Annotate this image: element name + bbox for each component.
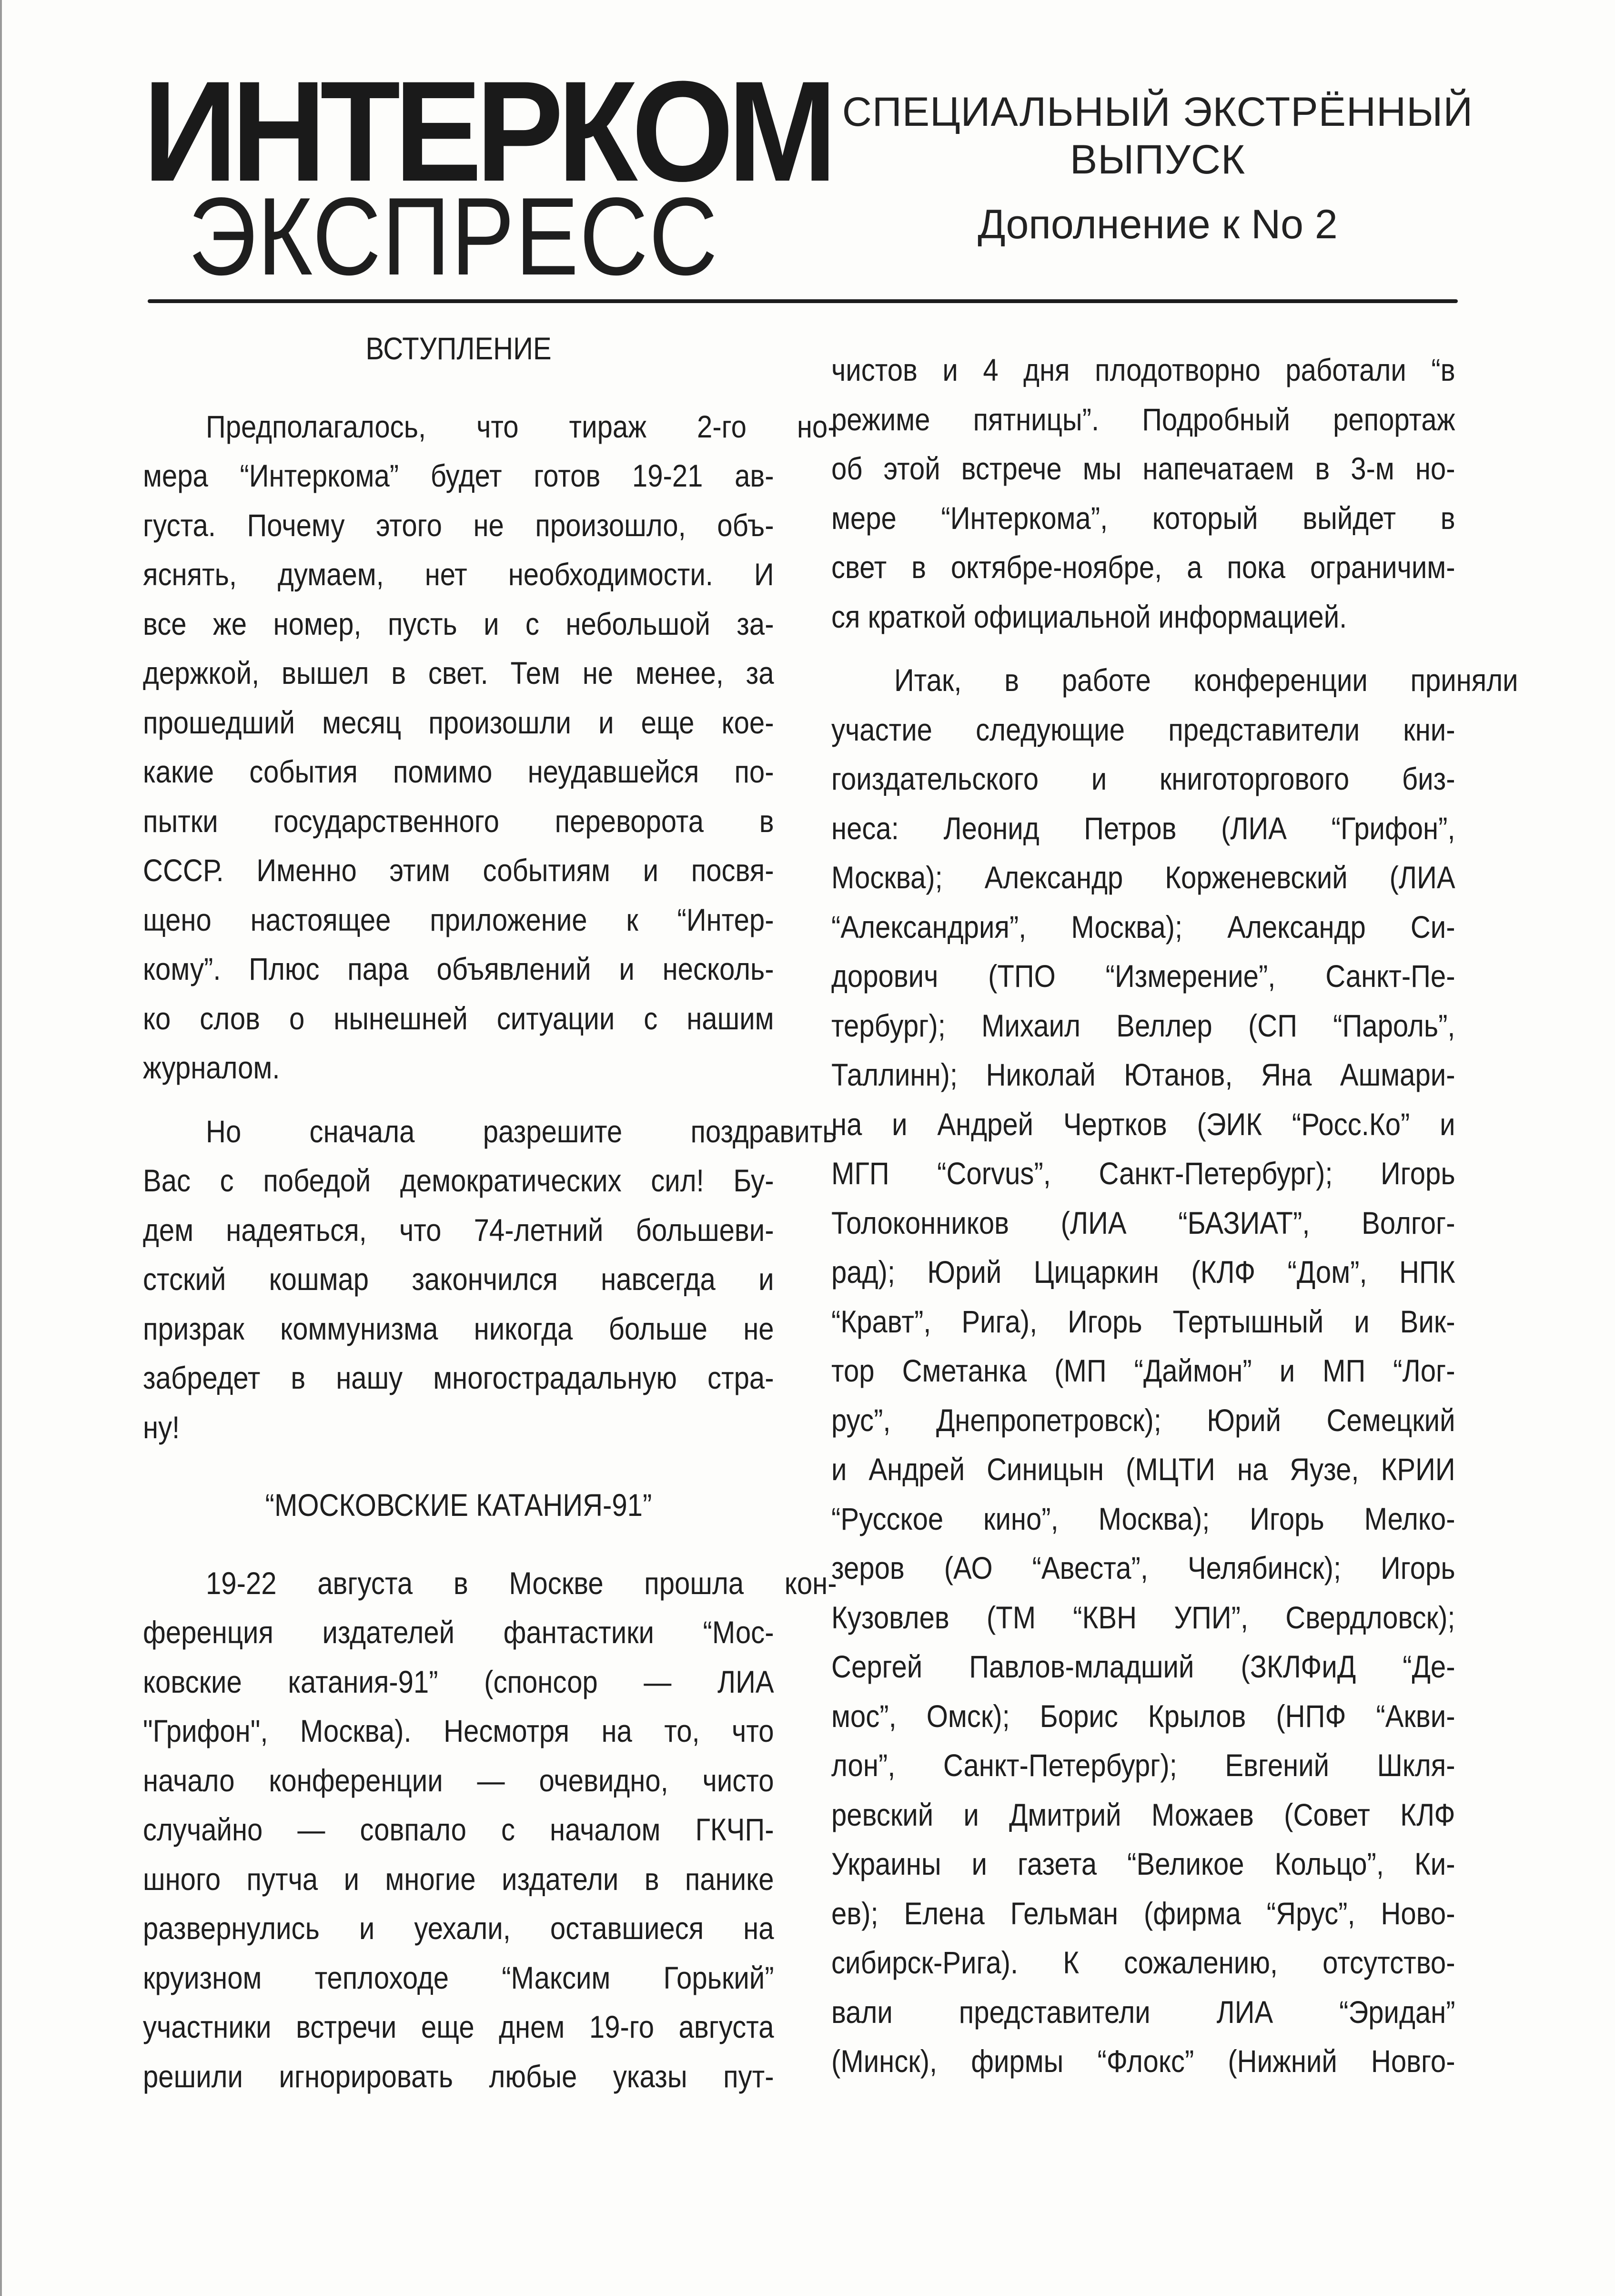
section-heading-intro: ВСТУПЛЕНИЕ [365,331,552,366]
left-column [143,324,837,2101]
spacer [143,374,774,402]
spacer [143,1452,774,1481]
text-line: рад); Юрий Цицаркин (КЛФ “Дом”, НПК [831,1254,1455,1290]
logo-title: ИНТЕРКОМ [143,51,831,211]
text-line: какие события помимо неудавшейся по- [143,754,774,789]
text-line: ев); Елена Гельман (фирма “Ярус”, Ново- [831,1895,1455,1931]
text-line: мос”, Омск); Борис Крылов (НПФ “Акви- [831,1698,1455,1734]
text-line: развернулись и уехали, оставшиеся на [143,1910,774,1946]
text-line: “Кравт”, Рига), Игорь Тертышный и Вик- [831,1303,1455,1339]
text-line: Кузовлев (ТМ “КВН УПИ”, Свердловск); [831,1599,1455,1635]
text-line: СССР. Именно этим событиям и посвя- [143,853,774,888]
text-line: рус”, Днепропетровск); Юрий Семецкий [831,1402,1455,1438]
text-line: ну! [143,1409,180,1445]
text-line: неса: Леонид Петров (ЛИА “Грифон”, [831,810,1455,846]
text-line: стский кошмар закончился навсегда и [143,1261,774,1297]
text-line: Москва); Александр Корженевский (ЛИА [831,860,1455,895]
text-line: ревский и Дмитрий Можаев (Совет КЛФ [831,1797,1455,1832]
text-line: тербург); Михаил Веллер (СП “Пароль”, [831,1007,1455,1043]
text-line: ференция издателей фантастики “Мос- [143,1615,774,1650]
masthead-divider [148,299,1458,303]
text-line: об этой встрече мы напечатаем в 3-м но- [831,451,1455,486]
issue-type-line2: ВЫПУСК [1070,137,1246,183]
spacer [143,1093,774,1107]
text-line: щено настоящее приложение к “Интер- [143,902,774,937]
text-line: вали представители ЛИА “Эридан” [831,1994,1455,2030]
text-line: участники встречи еще днем 19-го августа [143,2009,774,2044]
spacer [143,1530,774,1559]
text-line: Таллинн); Николай Ютанов, Яна Ашмари- [831,1057,1455,1092]
moscow-paragraph-1 [143,1559,837,2102]
spacer [831,641,1455,656]
text-line: пытки государственного переворота в [143,803,774,839]
text-line: сибирск-Рига). К сожалению, отсутство- [831,1945,1455,1980]
text-line: (Минск), фирмы “Флокс” (Нижний Новго- [831,2043,1455,2079]
text-line: ся краткой официальной информацией. [831,599,1347,634]
intro-paragraph-1 [143,402,837,1093]
text-line: круизном теплоходе “Максим Горький” [143,1960,774,1995]
text-line: тор Сметанка (МП “Даймон” и МП “Лог- [831,1353,1455,1388]
text-line: "Грифон", Москва). Несмотря на то, что [143,1713,774,1748]
text-line: шного путча и многие издатели в панике [143,1861,774,1897]
text-line: дем надеяться, что 74-летний большеви- [143,1212,774,1248]
text-line: ко слов о нынешней ситуации с нашим [143,1000,774,1036]
text-line: зеров (АО “Авеста”, Челябинск); Игорь [831,1550,1455,1585]
text-line: Вас с победой демократических сил! Бу- [143,1163,774,1198]
text-line: “Русское кино”, Москва); Игорь Мелко- [831,1501,1455,1536]
text-line: гоиздательского и книготоргового биз- [831,761,1455,796]
issue-type-line1: СПЕЦИАЛЬНЫЙ ЭКСТРЁННЫЙ [842,89,1474,135]
text-line: забредет в нашу многострадальную стра- [143,1360,774,1395]
text-line: чистов и 4 дня плодотворно работали “в [831,352,1455,387]
right-paragraph-2 [831,656,1518,2086]
text-line: держкой, вышел в свет. Тем не менее, за [143,655,774,691]
text-line: Толоконников (ЛИА “БАЗИАТ”, Волгог- [831,1205,1455,1240]
supplement-label: Дополнение к No 2 [978,202,1338,247]
text-line: лон”, Санкт-Петербург); Евгений Шкля- [831,1747,1455,1783]
page-edge [0,0,2,2296]
text-line: Итак, в работе конференции приняли [894,662,1518,698]
text-line: дорович (ТПО “Измерение”, Санкт-Пе- [831,958,1455,994]
text-line: Предполагалось, что тираж 2-го но- [206,408,837,444]
text-line: ковские катания-91” (спонсор — ЛИА [143,1664,774,1699]
text-line: участие следующие представители кни- [831,711,1455,747]
text-line: яснять, думаем, нет необходимости. И [143,557,774,592]
text-line: начало конференции — очевидно, чисто [143,1762,774,1798]
text-line: свет в октябре-ноябре, а пока ограничим- [831,549,1455,585]
text-line: МГП “Corvus”, Санкт-Петербург); Игорь [831,1156,1455,1191]
text-line: прошедший месяц произошли и еще кое- [143,704,774,740]
text-line: густа. Почему этого не произошло, объ- [143,507,774,543]
text-line: мера “Интеркома” будет готов 19-21 ав- [143,458,774,493]
text-line: случайно — совпало с началом ГКЧП- [143,1812,774,1847]
text-line: на и Андрей Чертков (ЭИК “Росс.Ко” и [831,1106,1455,1142]
text-line: Сергей Павлов-младший (ЗКЛФиД “Де- [831,1649,1455,1684]
text-line: призрак коммунизма никогда больше не [143,1311,774,1346]
text-line: режиме пятницы”. Подробный репортаж [831,401,1455,437]
text-line: Но сначала разрешите поздравить [206,1113,837,1149]
text-line: 19-22 августа в Москве прошла кон- [206,1565,837,1601]
masthead [0,0,1615,315]
intro-paragraph-2 [143,1107,837,1453]
logo-subtitle: ЭКСПРЕСС [188,175,718,298]
text-line: журналом. [143,1050,280,1085]
section-heading-moscow: “МОСКОВСКИЕ КАТАНИЯ-91” [265,1487,652,1523]
right-column [831,345,1518,2086]
text-line: все же номер, пусть и с небольшой за- [143,606,774,641]
text-line: “Александрия”, Москва); Александр Си- [831,909,1455,945]
text-line: Украины и газета “Великое Кольцо”, Ки- [831,1846,1455,1881]
issue-info [810,88,1505,248]
text-line: решили игнорировать любые указы пут- [143,2058,774,2094]
text-line: кому”. Плюс пара объявлений и несколь- [143,951,774,986]
right-paragraph-1 [831,345,1455,641]
text-line: и Андрей Синицын (МЦТИ на Яузе, КРИИ [831,1452,1455,1487]
text-line: мере “Интеркома”, который выйдет в [831,500,1455,536]
